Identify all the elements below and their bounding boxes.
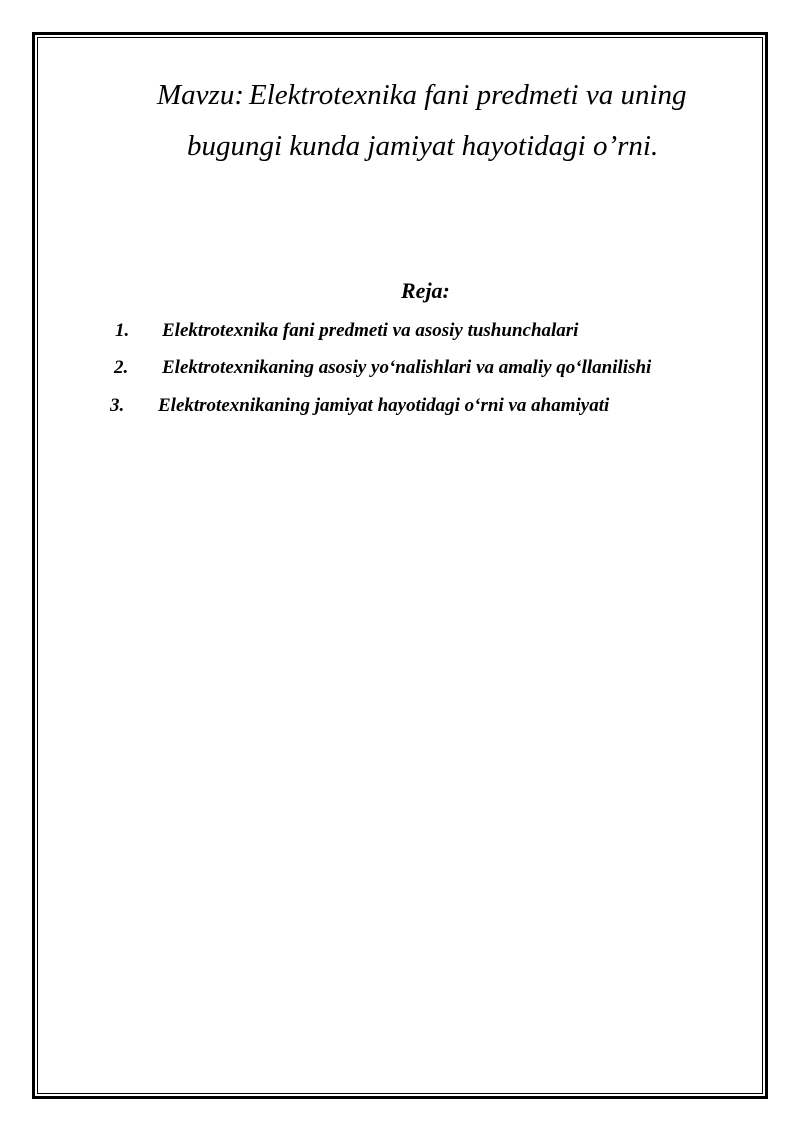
topic-label: Mavzu: <box>157 79 244 111</box>
topic-title-text-1: Elektrotexnika fani predmeti va uning <box>248 79 687 111</box>
topic-title-line-2 <box>0 128 800 164</box>
plan-item-text: Elektrotexnika fani predmeti va asosiy tushunchalari <box>162 320 579 341</box>
plan-heading: Reja: <box>401 278 450 303</box>
plan-item-number: 3. <box>110 395 125 416</box>
plan-item-text: Elektrotexnikaning asosiy yo‘nalishlari va amaliy qo‘llanilishi <box>162 357 652 378</box>
plan-item-number: 2. <box>114 357 129 378</box>
topic-title-text-2: bugungi kunda jamiyat hayotidagi o’rni. <box>187 130 659 162</box>
plan-item-text: Elektrotexnikaning jamiyat hayotidagi o‘rni va ahamiyati <box>158 395 610 416</box>
page-border-inner <box>37 37 763 1094</box>
plan-item-number: 1. <box>115 320 130 341</box>
topic-title-line-1 <box>0 77 800 113</box>
